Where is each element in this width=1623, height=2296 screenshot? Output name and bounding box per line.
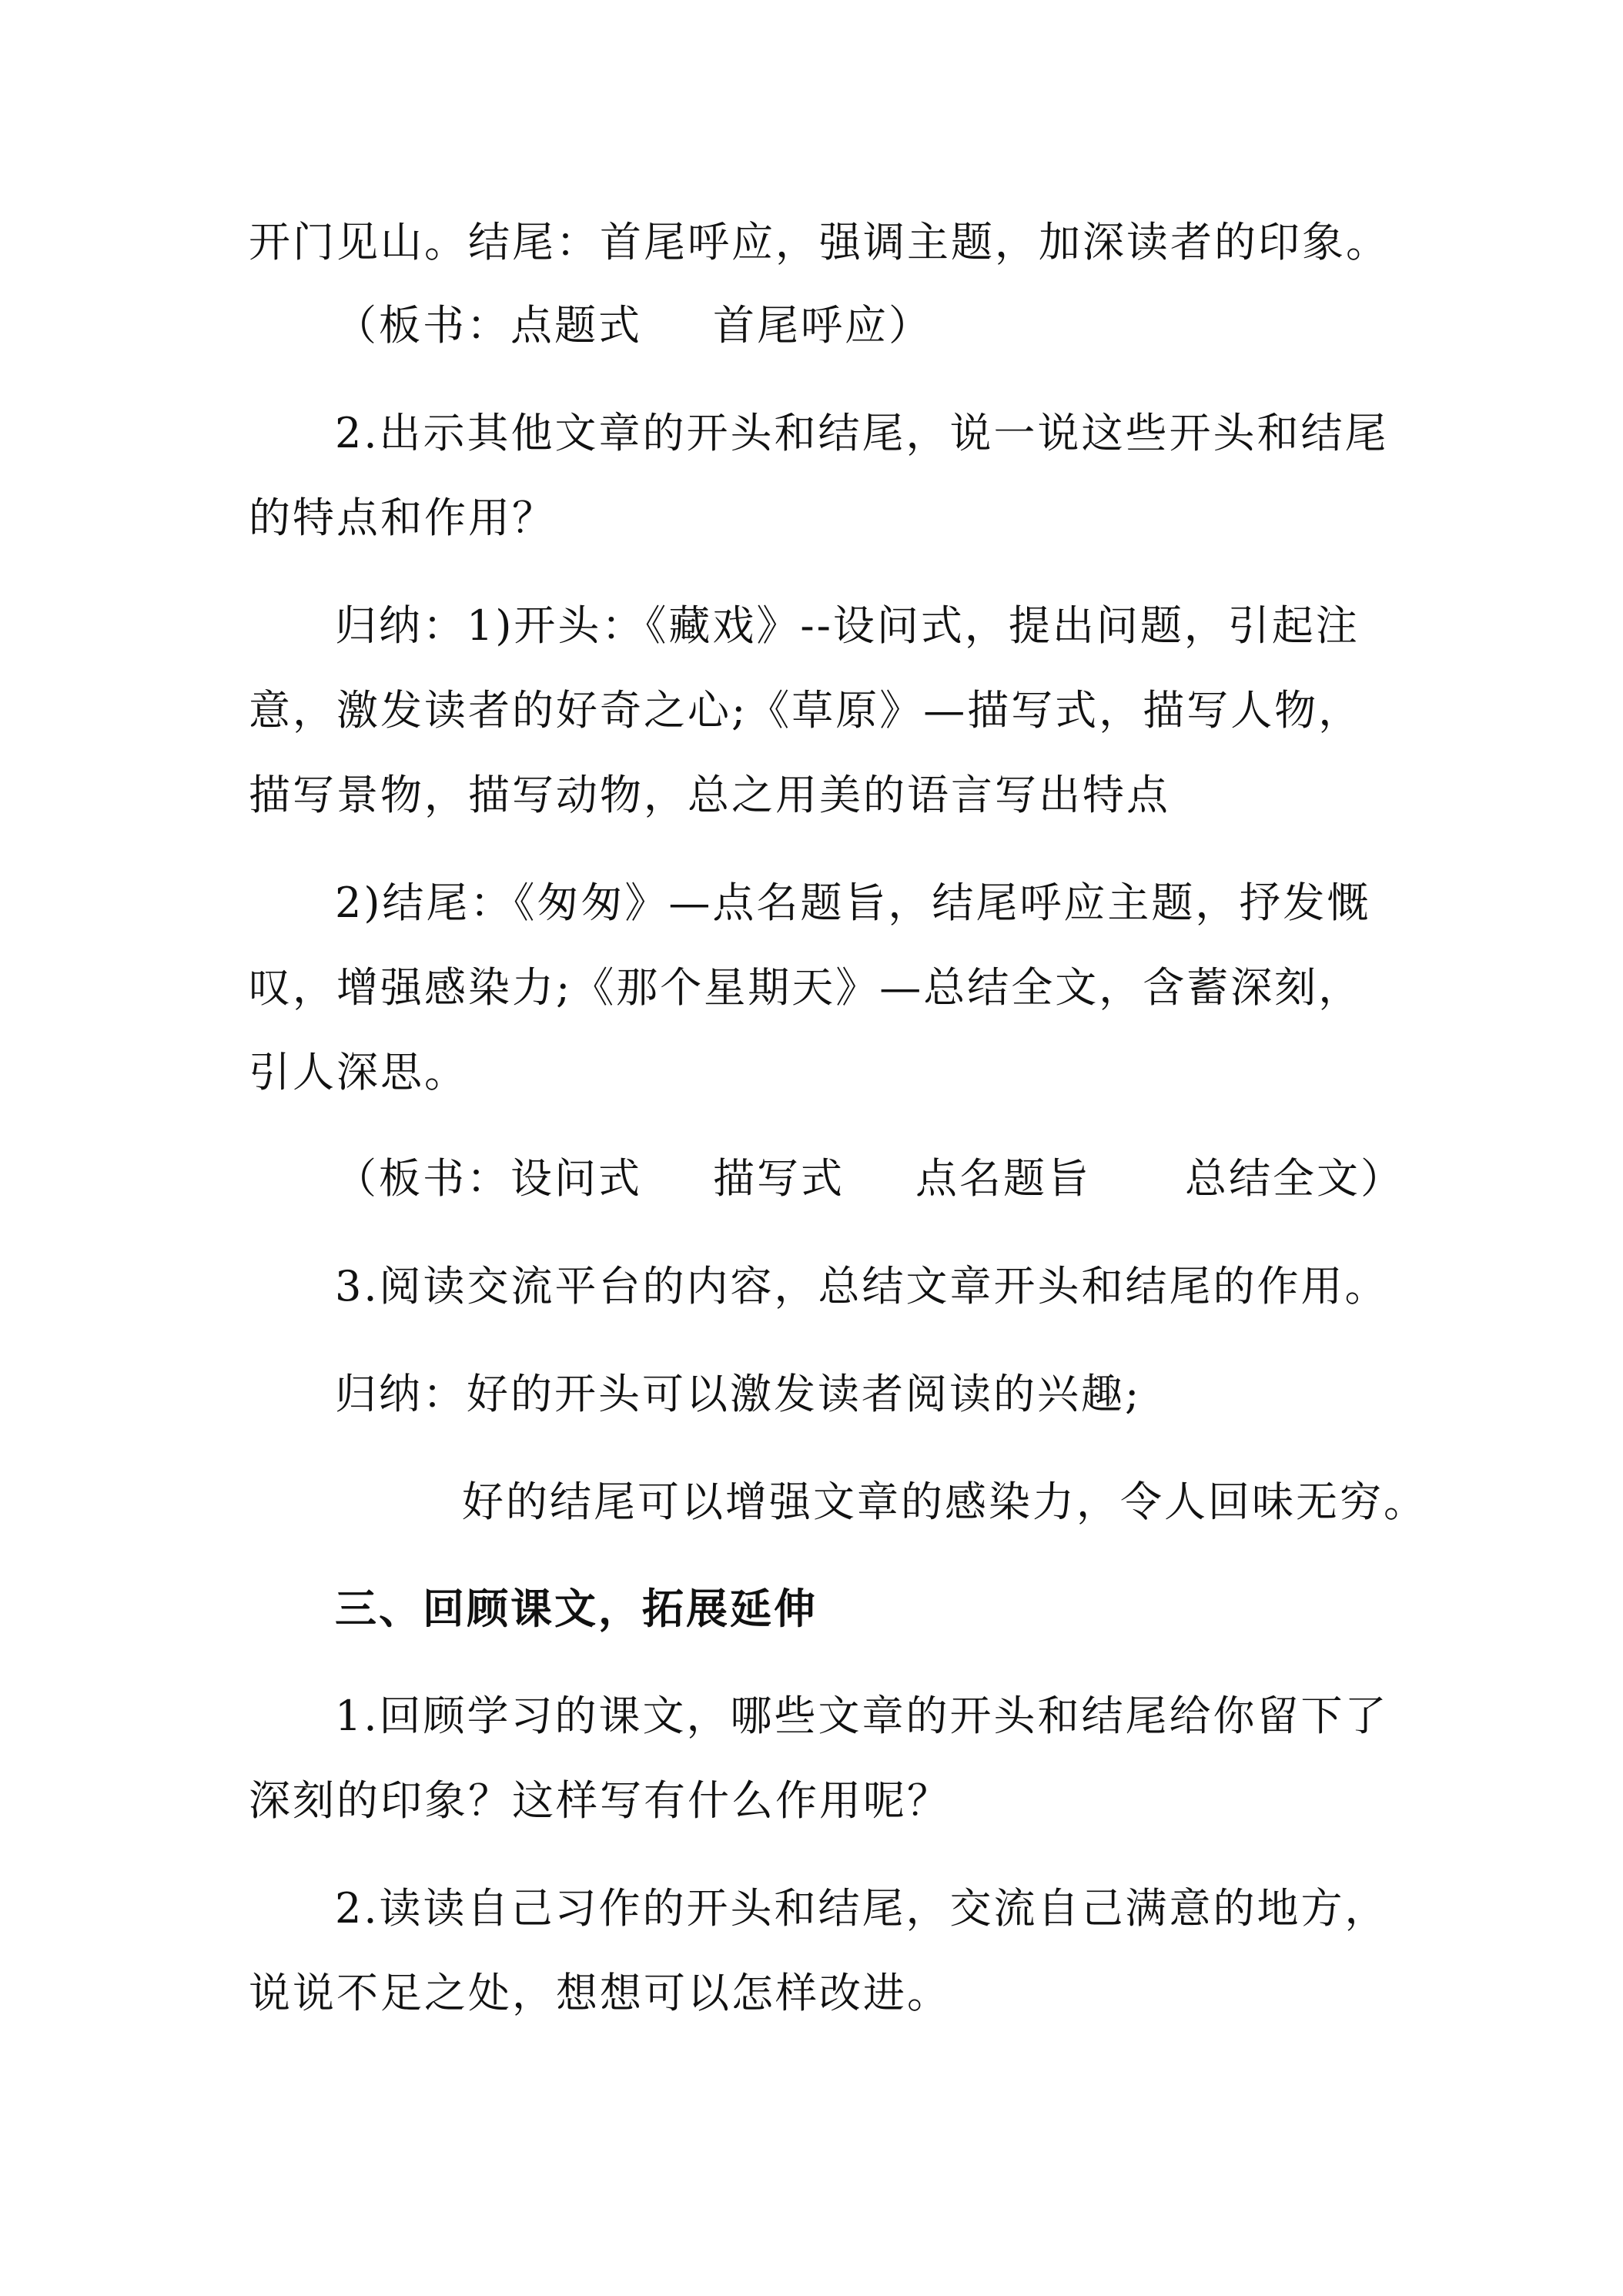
paragraph-line: 2.读读自己习作的开头和结尾，交流自己满意的地方，: [335, 1884, 1389, 1933]
board-open: （板书：: [335, 301, 510, 350]
paragraph-line: 描写景物，描写动物，总之用美的语言写出特点: [249, 771, 1170, 819]
board-item: 点题式: [510, 301, 642, 350]
paragraph-line: 意，激发读者的好奇之心;《草原》—描写式，描写人物，: [249, 686, 1363, 735]
section-heading: 三、回顾课文，拓展延伸: [335, 1584, 818, 1633]
paragraph-line: 开门见山。结尾：首尾呼应，强调主题，加深读者的印象。: [249, 218, 1390, 266]
paragraph-line: 说说不足之处，想想可以怎样改进。: [249, 1969, 951, 2017]
board-item: 点名题旨: [915, 1154, 1091, 1203]
blackboard-note: [335, 1148, 1404, 1210]
paragraph-line: 1.回顾学习的课文，哪些文章的开头和结尾给你留下了: [335, 1692, 1389, 1740]
blackboard-note: [335, 295, 932, 356]
paragraph-line: 好的结尾可以增强文章的感染力，令人回味无穷。: [462, 1478, 1427, 1526]
board-open: （板书：: [335, 1154, 510, 1203]
paragraph-line: 引人深思。: [249, 1048, 468, 1096]
paragraph-line: 3.阅读交流平台的内容，总结文章开头和结尾的作用。: [335, 1262, 1389, 1310]
board-item: 首尾呼应: [713, 301, 888, 350]
board-close: ）: [888, 301, 932, 350]
board-item: 描写式: [713, 1154, 845, 1203]
paragraph-line: 归纳：1)开头：《藏戏》--设问式，提出问题，引起注: [335, 601, 1360, 650]
paragraph-line: 2.出示其他文章的开头和结尾，说一说这些开头和结尾: [335, 409, 1389, 457]
paragraph-line: 叹，增强感染力;《那个星期天》—总结全文，含蓄深刻，: [249, 963, 1363, 1012]
board-item: 设问式: [510, 1154, 642, 1203]
board-close: ）: [1360, 1154, 1404, 1203]
board-item: 总结全文: [1185, 1154, 1360, 1203]
paragraph-line: 2)结尾：《匆匆》—点名题旨，结尾呼应主题，抒发慨: [335, 879, 1371, 927]
paragraph-line: 的特点和作用？: [249, 494, 556, 542]
paragraph-line: 深刻的印象？这样写有什么作用呢？: [249, 1776, 951, 1825]
paragraph-line: 归纳：好的开头可以激发读者阅读的兴趣;: [335, 1370, 1142, 1418]
